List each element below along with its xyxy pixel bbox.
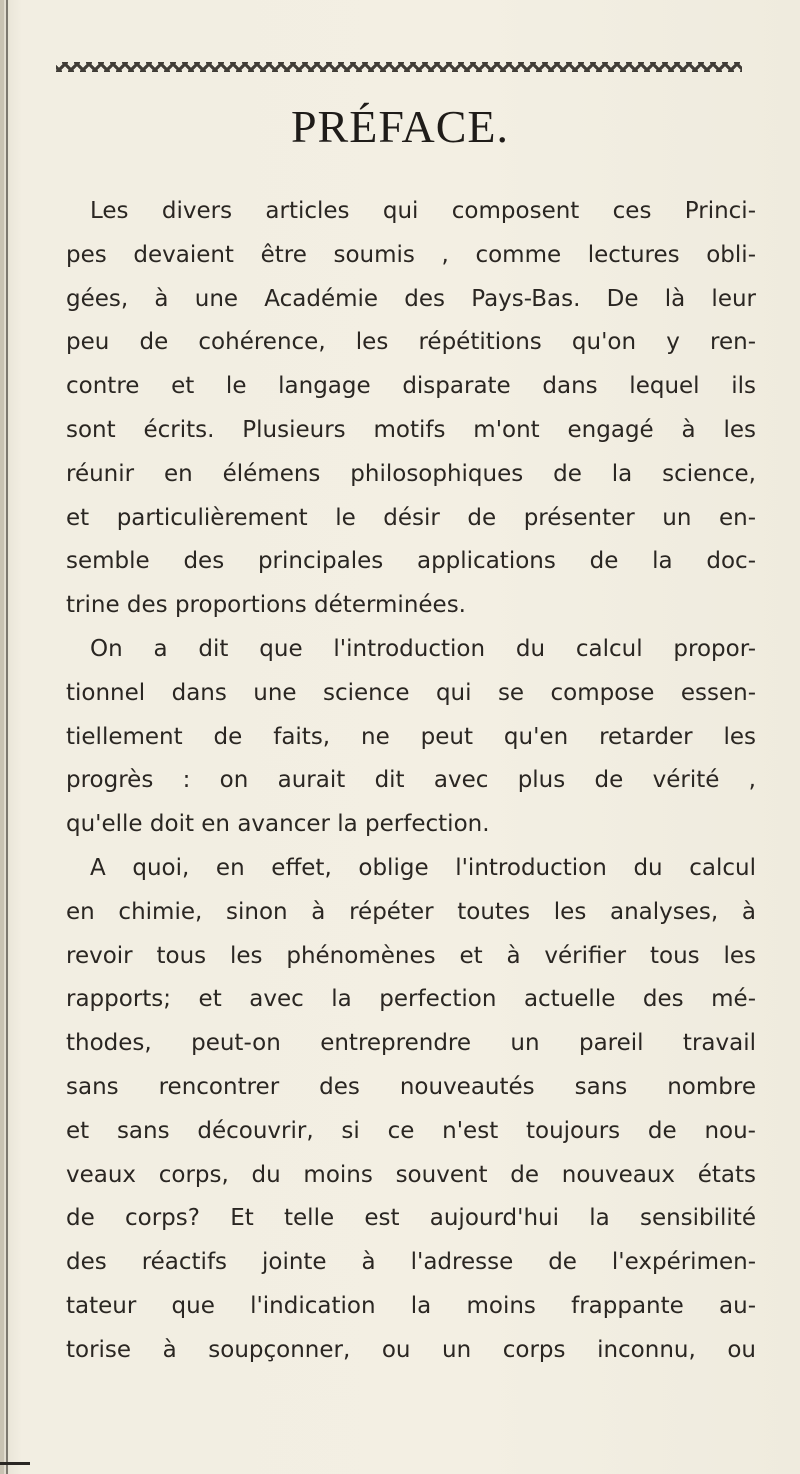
binding-line [6,0,8,1474]
body-text [66,190,756,1373]
text-line: torise à soupçonner, ou un corps inconnu, ou [66,1336,756,1363]
page-title: PRÉFACE. [290,101,510,152]
text-line: et sans découvrir, si ce n'est toujours de nou- [66,1117,756,1144]
page-corner-mark [0,1462,30,1465]
text-line: sont écrits. Plusieurs motifs m'ont engagé à les [66,416,756,443]
text-line: trine des proportions déterminées. [66,592,466,619]
text-line: tionnel dans une science qui se compose essen- [66,679,756,706]
text-line: pes devaient être soumis , comme lectures obli- [66,241,756,268]
text-line: tiellement de faits, ne peut qu'en retarder les [66,723,756,750]
text-line: réunir en élémens philosophiques de la science, [66,460,756,487]
text-line: tateur que l'indication la moins frappante au- [66,1292,756,1319]
text-line: contre et le langage disparate dans lequel ils [66,373,756,400]
text-line: Les divers articles qui composent ces Princi- [90,198,756,224]
text-line: A quoi, en effet, oblige l'introduction du calcul [90,854,756,881]
text-line: semble des principales applications de la doc- [66,548,756,575]
page-gutter [0,0,4,1474]
text-line: des réactifs jointe à l'adresse de l'expérimen- [66,1249,756,1276]
text-line: thodes, peut-on entreprendre un pareil travail [66,1030,756,1057]
text-line: de corps? Et telle est aujourd'hui la sensibilité [66,1205,756,1232]
text-line: progrès : on aurait dit avec plus de vérité , [66,767,756,794]
text-line: sans rencontrer des nouveautés sans nombre [66,1073,756,1100]
text-line: rapports; et avec la perfection actuelle des mé- [66,986,756,1013]
text-line: On a dit que l'introduction du calcul propor- [90,635,756,662]
text-line: veaux corps, du moins souvent de nouveaux états [66,1161,756,1188]
text-line: en chimie, sinon à répéter toutes les analyses, à [66,898,756,925]
text-line: gées, à une Académie des Pays-Bas. De là leur [66,285,756,312]
text-line: revoir tous les phénomènes et à vérifier tous les [66,942,756,969]
decorative-header-rule [56,62,742,72]
text-line: qu'elle doit en avancer la perfection. [66,811,490,838]
text-line: peu de cohérence, les répétitions qu'on y ren- [66,329,756,356]
text-line: et particulièrement le désir de présenter un en- [66,504,756,531]
